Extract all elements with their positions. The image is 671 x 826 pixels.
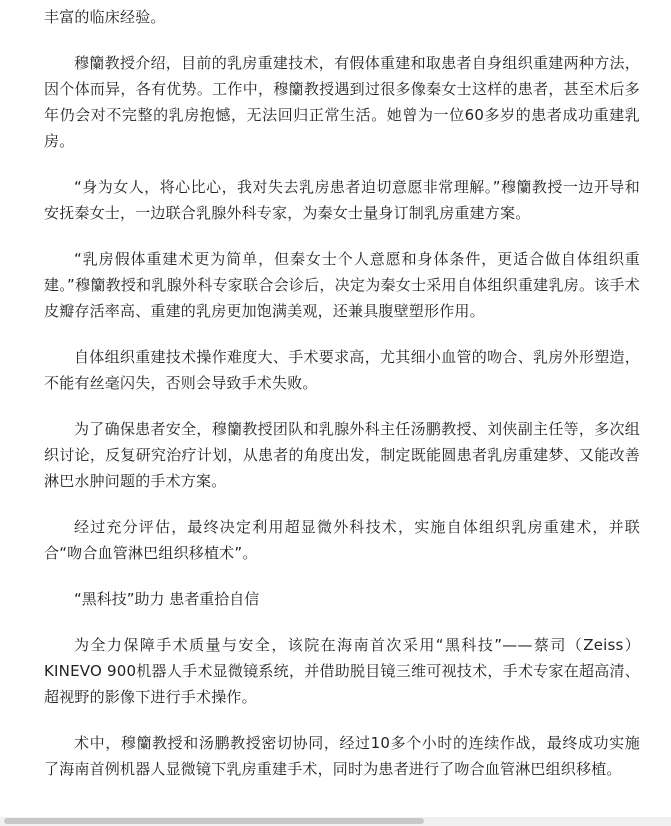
paragraph-3: “身为女人，将心比心，我对失去乳房患者迫切意愿非常理解。”穆籣教授一边开导和安抚秦女士，一边联合乳腺外科专家，为秦女士量身订制乳房重建方案。 bbox=[44, 178, 640, 222]
paragraph-9: 术中，穆籣教授和汤鹏教授密切协同，经过10多个小时的连续作战，最终成功实施了海南首例机器人显微镜下乳房重建手术，同时为患者进行了吻合血管淋巴组织移植。 bbox=[44, 734, 640, 778]
scrollbar-thumb[interactable] bbox=[4, 818, 424, 824]
paragraph-6: 为了确保患者安全，穆籣教授团队和乳腺外科主任汤鹏教授、刘侠副主任等，多次组织讨论，反复研究治疗计划，从患者的角度出发，制定既能圆患者乳房重建梦、又能改善淋巴水肿问题的手术方案。 bbox=[44, 420, 640, 490]
horizontal-scrollbar[interactable] bbox=[0, 817, 671, 826]
article-body bbox=[44, 0, 640, 782]
paragraph-5: 自体组织重建技术操作难度大、手术要求高，尤其细小血管的吻合、乳房外形塑造，不能有丝毫闪失，否则会导致手术失败。 bbox=[44, 348, 640, 392]
paragraph-8: 为全力保障手术质量与安全，该院在海南首次采用“黑科技”——蔡司（Zeiss）KINEVO 900机器人手术显微镜系统，并借助脱目镜三维可视技术，手术专家在超高清、超视野的影像下进行手术操作。 bbox=[44, 636, 640, 706]
paragraph-2: 穆籣教授介绍，目前的乳房重建技术，有假体重建和取患者自身组织重建两种方法，因个体而异，各有优势。工作中，穆籣教授遇到过很多像秦女士这样的患者，甚至术后多年仍会对不完整的乳房抱憾，无法回归正常生活。她曾为一位60多岁的患者成功重建乳房。 bbox=[44, 54, 640, 150]
paragraph-7: 经过充分评估，最终决定利用超显微外科技术，实施自体组织乳房重建术，并联合“吻合血管淋巴组织移植术”。 bbox=[44, 518, 640, 562]
paragraph-4: “乳房假体重建术更为简单，但秦女士个人意愿和身体条件，更适合做自体组织重建。”穆籣教授和乳腺外科专家联合会诊后，决定为秦女士采用自体组织重建乳房。该手术皮瓣存活率高、重建的乳房更加饱满美观，还兼具腹壁塑形作用。 bbox=[44, 250, 640, 320]
section-subheading: “黑科技”助力 患者重拾自信 bbox=[74, 590, 260, 608]
paragraph-1: 丰富的临床经验。 bbox=[44, 8, 166, 26]
